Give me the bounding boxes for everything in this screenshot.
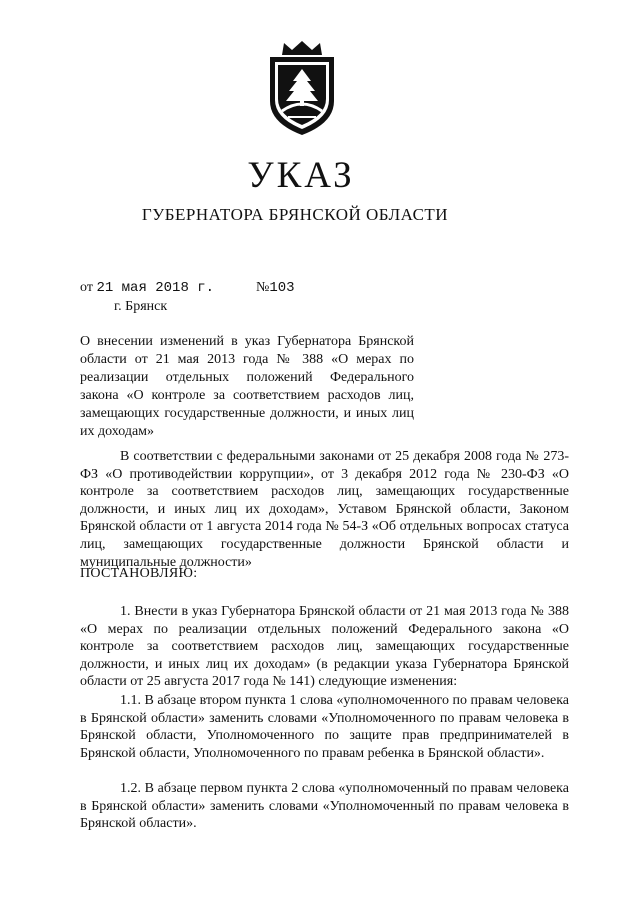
document-date (80, 280, 214, 296)
date-prefix: от (80, 280, 93, 295)
item-1-paragraph: 1. Внести в указ Губернатора Брянской области от 21 мая 2013 года № 388 «О мерах по реализации отдельных положений Федерального закона «О контроле за соответствием расходов лиц, замещающих государственные должности, и иных лиц их доходам» (в редакции указа Губернатора Брянской области от 25 августа 2017 года № 141) следующие изменения: (80, 604, 569, 690)
document-city: г. Брянск (114, 299, 168, 314)
date-value: 21 мая 2018 г. (96, 280, 215, 296)
bryansk-coat-of-arms-icon (262, 41, 342, 136)
decree-word: ПОСТАНОВЛЯЮ: (80, 566, 198, 581)
item-1-1-paragraph: 1.1. В абзаце втором пункта 1 слова «уполномоченного по правам человека в Брянской области» заменить словами «Уполномоченного по правам человека в Брянской области, Уполномоченного по защите прав предпринимателей в Брянской области, Уполномоченного по правам ребенка в Брянской области». (80, 693, 569, 761)
document-subtitle: ГУБЕРНАТОРА БРЯНСКОЙ ОБЛАСТИ (141, 205, 449, 224)
number-value: 103 (269, 280, 295, 296)
preamble-paragraph: В соответствии с федеральными законами от 25 декабря 2008 года № 273-ФЗ «О противодействии коррупции», от 3 декабря 2012 года № 230-ФЗ «О контроле за соответствием расходов лиц, замещающих государственные должности, и иных лиц их доходам», Уставом Брянской области, Законом Брянской области от 1 августа 2014 года № 54-З «Об отдельных вопросах статуса лиц, замещающих государственные должности Брянской области и муниципальные должности» (80, 449, 569, 570)
document-title: УКАЗ (247, 155, 355, 196)
item-1-2-paragraph: 1.2. В абзаце первом пункта 2 слова «уполномоченный по правам человека в Брянской области» заменить словами «Уполномоченный по правам человека в Брянской области». (80, 781, 569, 832)
document-subject: О внесении изменений в указ Губернатора Брянской области от 21 мая 2013 года № 388 «О мерах по реализации отдельных положений Федерального закона «О контроле за соответствием расходов лиц, замещающих государственные должности, и иных лиц их доходам» (80, 334, 414, 439)
number-sign: № (256, 280, 270, 295)
document-number (256, 280, 295, 296)
